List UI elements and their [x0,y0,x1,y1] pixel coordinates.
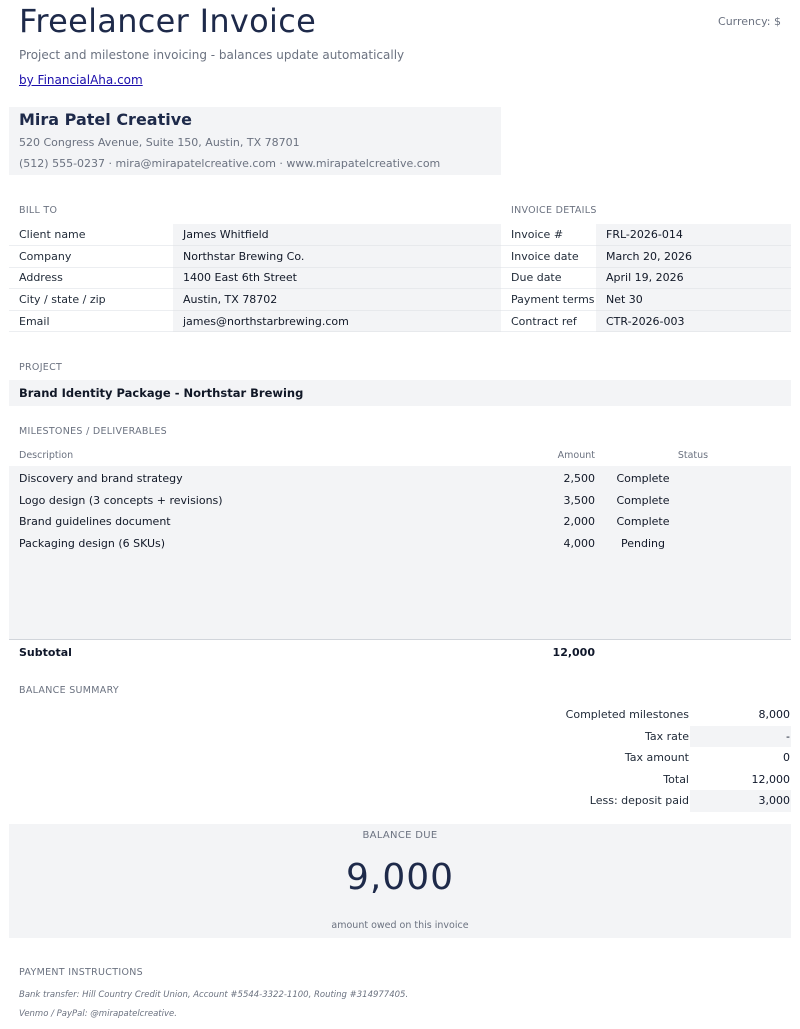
field-label: Address [9,267,173,289]
milestone-description: Packaging design (6 SKUs) [19,536,166,550]
kv-row [9,246,501,268]
field-label: Company [9,246,173,268]
summary-value: 12,000 [751,772,790,786]
field-value: FRL-2026-014 [596,224,791,246]
summary-label: Less: deposit paid [589,794,689,808]
summary-row [0,726,800,748]
field-value: March 20, 2026 [596,246,791,268]
summary-value: - [690,726,791,748]
milestone-amount: 2,000 [563,515,595,529]
field-value: Northstar Brewing Co. [173,246,501,268]
balance-due-label: BALANCE DUE [362,830,438,841]
kv-row [9,224,501,246]
seller-card [9,107,501,175]
summary-label: Total [663,772,689,786]
balance-summary [0,704,800,814]
payment-line-venmo: Venmo / PayPal: @mirapatelcreative. [19,1009,177,1019]
field-label: Email [9,310,173,332]
invoice-details-table [501,224,791,332]
field-value: 1400 East 6th Street [173,267,501,289]
invoice-details-label: INVOICE DETAILS [511,205,597,216]
currency-label: Currency: $ [718,15,781,28]
field-label: Client name [9,224,173,246]
summary-row [0,704,800,726]
field-label: Invoice date [501,246,596,268]
summary-row [0,790,800,812]
page-title: Freelancer Invoice [19,2,317,40]
kv-row [9,289,501,311]
seller-name: Mira Patel Creative [19,110,193,129]
summary-row [0,769,800,791]
page-subtitle: Project and milestone invoicing - balances update automatically [19,48,405,62]
kv-row [501,289,791,311]
bill-to-label: BILL TO [19,205,58,216]
balance-due-note: amount owed on this invoice [331,920,469,931]
kv-row [501,224,791,246]
payment-line-bank: Bank transfer: Hill Country Credit Union, Account #5544-3322-1100, Routing #314977405. [19,990,409,1000]
summary-value: 0 [783,751,790,765]
subtotal-value: 12,000 [552,646,595,659]
table-row [9,467,791,489]
summary-row [0,747,800,769]
column-header-description: Description [19,450,74,461]
field-label: Contract ref [501,310,596,332]
milestones-table-body [9,466,791,640]
bill-to-table [9,224,501,332]
milestone-amount: 3,500 [563,493,595,507]
milestone-description: Brand guidelines document [19,515,171,529]
field-value: James Whitfield [173,224,501,246]
milestone-status: Complete [616,472,670,485]
milestone-description: Logo design (3 concepts + revisions) [19,493,223,507]
field-value: April 19, 2026 [596,267,791,289]
kv-row [9,267,501,289]
financialaha-link[interactable]: by FinancialAha.com [19,73,143,87]
balance-summary-label: BALANCE SUMMARY [19,685,119,696]
balance-due-value: 9,000 [345,857,455,898]
field-label: Invoice # [501,224,596,246]
kv-row [9,310,501,332]
table-row [9,510,791,532]
milestone-description: Discovery and brand strategy [19,472,183,485]
seller-contact: (512) 555-0237 · mira@mirapatelcreative.com · www.mirapatelcreative.com [19,157,441,170]
payment-instructions-label: PAYMENT INSTRUCTIONS [19,967,143,978]
column-header-amount: Amount [557,450,595,461]
seller-address: 520 Congress Avenue, Suite 150, Austin, TX 78701 [19,136,300,149]
project-name-box [9,380,791,406]
column-header-status: Status [677,450,709,461]
kv-row [501,267,791,289]
summary-label: Tax rate [645,729,689,743]
table-row [9,489,791,511]
balance-due-box [9,824,791,938]
milestone-status: Complete [616,515,670,529]
project-name: Brand Identity Package - Northstar Brewing [19,386,304,400]
field-value: CTR-2026-003 [596,310,791,332]
summary-value: 8,000 [758,708,790,721]
summary-label: Tax amount [624,751,689,765]
table-row [9,532,791,554]
field-value: Austin, TX 78702 [173,289,501,311]
milestone-status: Pending [621,536,665,550]
milestone-amount: 2,500 [563,472,595,485]
kv-row [501,246,791,268]
field-label: Due date [501,267,596,289]
field-value: james@northstarbrewing.com [173,310,501,332]
field-value: Net 30 [596,289,791,311]
field-label: City / state / zip [9,289,173,311]
milestone-amount: 4,000 [563,536,595,550]
milestones-label: MILESTONES / DELIVERABLES [19,426,167,437]
summary-label: Completed milestones [565,708,689,721]
summary-value: 3,000 [690,790,791,812]
project-label: PROJECT [19,362,63,373]
field-label: Payment terms [501,289,596,311]
kv-row [501,310,791,332]
milestone-status: Complete [616,493,670,507]
subtotal-label: Subtotal [19,646,72,659]
